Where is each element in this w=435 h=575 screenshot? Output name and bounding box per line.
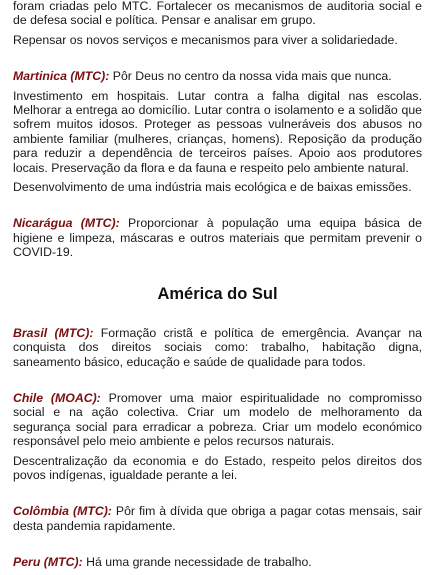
entry-peru bbox=[13, 555, 422, 569]
paragraph-chile-decentralization: Descentralização da economia e do Estado, respeito pelos direitos dos povos indígenas, igualdade perante a lei. bbox=[13, 453, 422, 482]
entry-text-martinica: Pôr Deus no centro da nossa vida mais que nunca. bbox=[109, 69, 392, 84]
entry-martinica bbox=[13, 69, 422, 83]
paragraph-martinica-industry: Desenvolvimento de uma indústria mais ecológica e de baixas emissões. bbox=[13, 180, 412, 195]
country-label-chile: Chile (MOAC): bbox=[13, 390, 101, 405]
entry-nicaragua bbox=[13, 216, 422, 259]
paragraph-martinica-actions: Investimento em hospitais. Lutar contra a falha digital nas escolas. Melhorar a entrega ao domicílio. Lutar contra o isolamento e a solidão que sofrem muitos idosos. Proteger as pessoas vulneráveis dos abusos no ambiente familiar (mulheres, crianças, homens). Reposição da produção para reduzir a dependência de terceiros países. Apoio aos produtores locais. Preservação da flora e da fauna e respeito pelo ambiente natural. bbox=[13, 88, 422, 175]
entry-text-colombia: Pôr fim à dívida que obriga a pagar cotas mensais, sair desta pandemia rapidamente. bbox=[13, 504, 422, 533]
entry-chile bbox=[13, 391, 422, 449]
country-label-martinica: Martinica (MTC): bbox=[13, 69, 110, 84]
entry-brasil bbox=[13, 326, 422, 369]
country-label-brasil: Brasil (MTC): bbox=[13, 325, 94, 340]
paragraph-intro-continuation: foram criadas pelo MTC. Fortalecer os mecanismos de auditoria social e de defesa social e política. Pensar e analisar em grupo. bbox=[13, 0, 422, 28]
country-label-peru: Peru (MTC): bbox=[13, 555, 83, 570]
section-heading-south-america: América do Sul bbox=[157, 284, 278, 303]
country-label-colombia: Colômbia (MTC): bbox=[13, 504, 112, 519]
entry-text-nicaragua: Proporcionar à população uma equipa básica de higiene e limpeza, máscaras e outros materiais que permitam prevenir o COVID-19. bbox=[13, 216, 422, 260]
entry-text-peru: Há uma grande necessidade de trabalho. bbox=[82, 555, 312, 570]
entry-colombia bbox=[13, 504, 422, 533]
entry-text-brasil: Formação cristã e política de emergência. Avançar na conquista dos direitos sociais como: trabalho, habitação digna, saneamento básico, educação e saúde de qualidade para todos. bbox=[13, 325, 422, 369]
entry-text-chile: Promover uma maior espiritualidade no compromisso social e na ação colectiva. Criar um modelo de melhoramento da segurança social para erradicar a pobreza. Criar um modelo económico responsável pelo meio ambiente e pelos recursos naturais. bbox=[13, 390, 422, 449]
country-label-nicaragua: Nicarágua (MTC): bbox=[13, 216, 120, 231]
paragraph-solidarity: Repensar os novos serviços e mecanismos para viver a solidariedade. bbox=[13, 32, 398, 47]
